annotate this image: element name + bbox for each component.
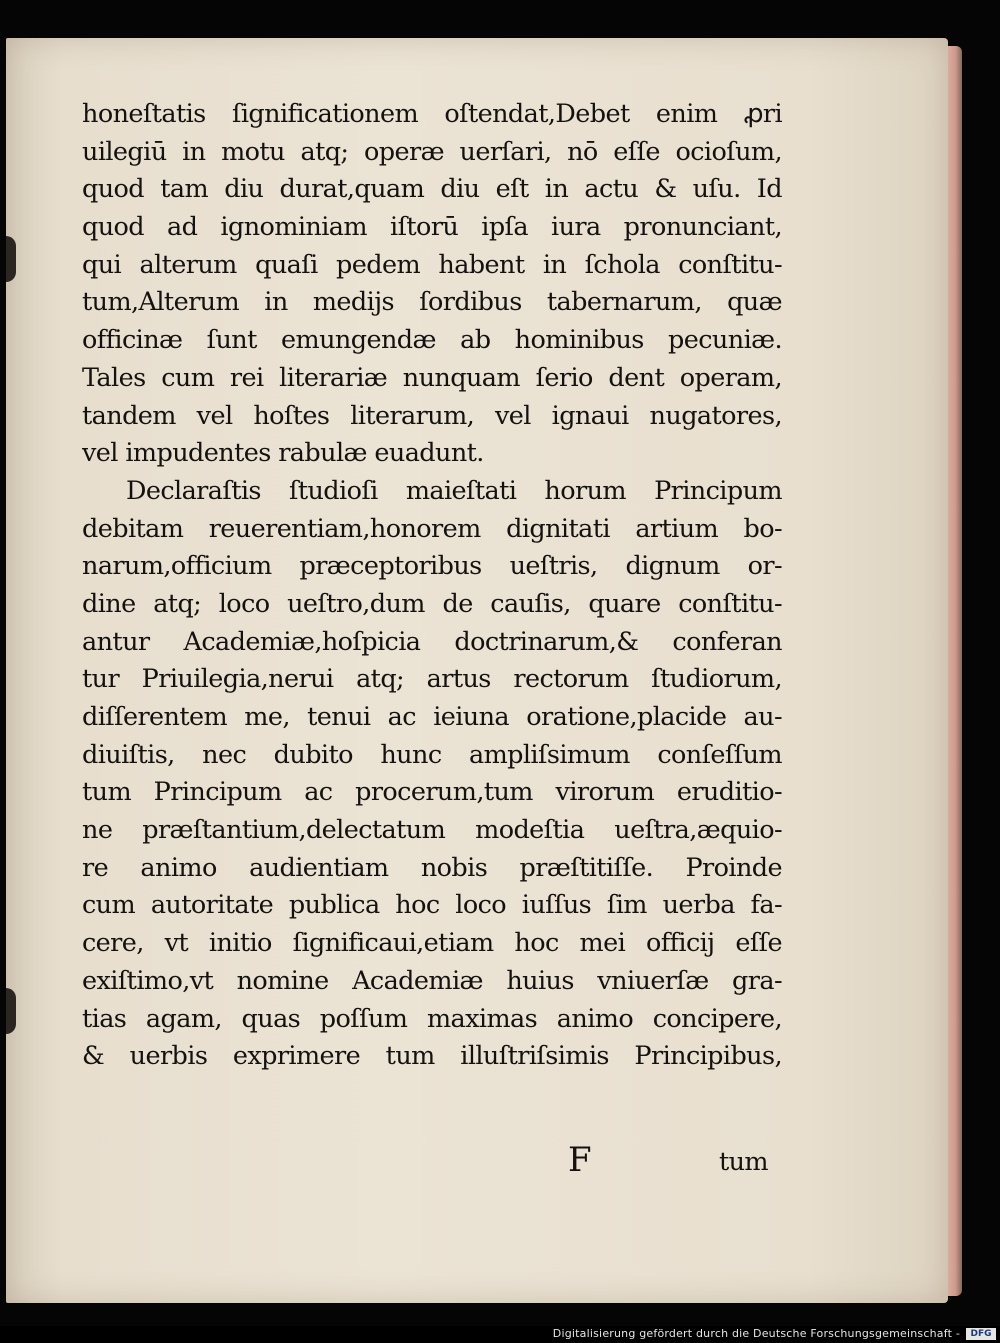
text-line: tum Principum ac procerum,tum virorum eruditio- [82, 777, 782, 808]
signature-line [82, 1138, 782, 1182]
text-line: cere, vt initio ſignificaui,etiam hoc mei officij eſſe [82, 928, 782, 959]
text-line: tandem vel hoſtes literarum, vel ignaui nugatores, [82, 400, 782, 431]
text-line: cum autoritate publica hoc loco iuſſus ſim uerba fa- [82, 890, 782, 921]
text-line: vel impudentes rabulæ euadunt. [82, 438, 484, 469]
text-line: narum,officium præceptoribus ueſtris, dignum or- [82, 551, 782, 582]
text-line: tum,Alterum in medijs ſordibus tabernarum, quæ [82, 287, 782, 318]
text-line: diuiſtis, nec dubito hunc ampliſsimum conſeſſum [82, 739, 782, 770]
text-line: dine atq; loco ueſtro,dum de cauſis, quare conſtitu- [82, 588, 782, 619]
text-line: tias agam, quas poſſum maximas animo concipere, [82, 1003, 782, 1034]
text-line: & uerbis exprimere tum illuſtriſsimis Principibus, [82, 1041, 782, 1072]
text-line: re animo audientiam nobis præſtitiſſe. Proinde [82, 852, 782, 883]
text-line: tur Priuilegia,nerui atq; artus rectorum ſtudiorum, [82, 664, 782, 695]
footer-credit: Digitalisierung gefördert durch die Deutsche Forschungsgemeinschaft - [552, 1327, 960, 1340]
text-line: ne præſtantium,delectatum modeſtia ueſtra,æquio- [82, 815, 782, 846]
text-line: diſſerentem me, tenui ac ieiuna oratione,placide au- [82, 702, 782, 732]
text-line: antur Academiæ,hoſpicia doctrinarum,& conferan [82, 626, 782, 657]
binding-hole-bottom [6, 988, 16, 1034]
text-line: Tales cum rei literariæ nunquam ſerio dent operam, [82, 362, 782, 393]
text-line: Declaraſtis ſtudioſi maieſtati horum Principum [126, 475, 782, 506]
text-line: exiſtimo,vt nomine Academiæ huius vniuerſæ gra- [82, 965, 782, 996]
text-line: honeſtatis ſignificationem oſtendat,Debet enim ꝓri [82, 99, 782, 129]
text-line: debitam reuerentiam,honorem dignitati artium bo- [82, 513, 782, 544]
binding-hole-top [6, 236, 16, 282]
catchword: tum [718, 1147, 768, 1177]
text-block [82, 96, 782, 1076]
signature-mark: F [568, 1140, 592, 1180]
text-line: quod tam diu durat,quam diu eſt in actu & uſu. Id [82, 174, 782, 205]
text-line: qui alterum quaſi pedem habent in ſchola conſtitu- [82, 249, 782, 280]
text-line: officinæ ſunt emungendæ ab hominibus pecuniæ. [82, 325, 782, 356]
dfg-logo: DFG [966, 1328, 996, 1340]
text-line: uilegiū in motu atq; operæ uerſari, nō eſſe ocioſum, [82, 136, 782, 167]
text-line: quod ad ignominiam iſtorū ipſa iura pronunciant, [82, 212, 782, 243]
